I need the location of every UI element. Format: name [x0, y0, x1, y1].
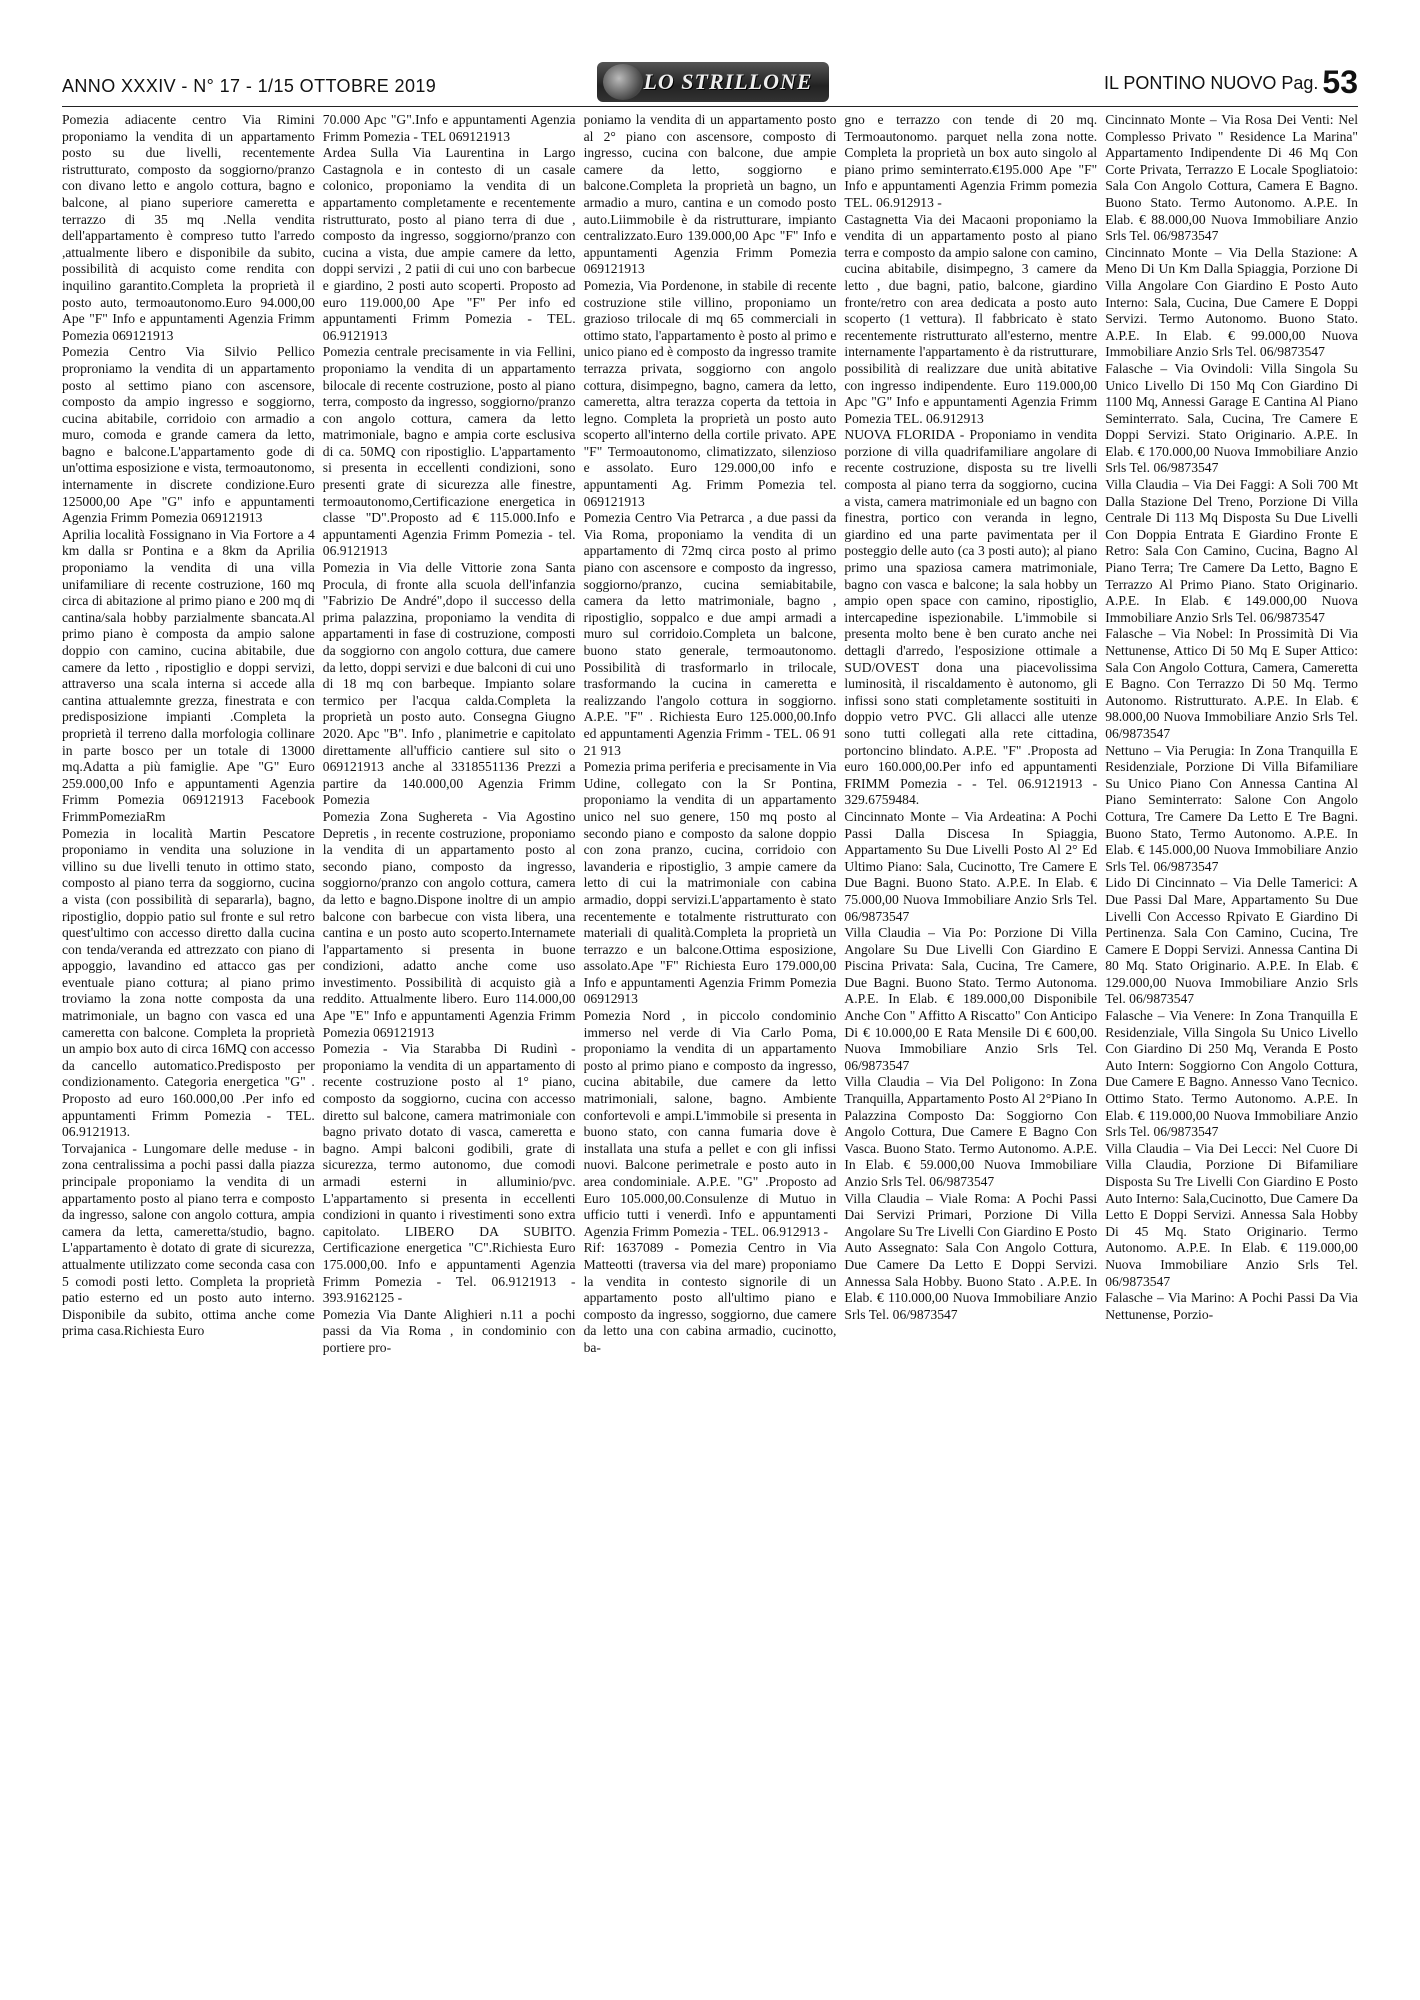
mascot-icon: [603, 64, 643, 100]
ad-paragraph: Pomezia Via Dante Alighieri n.11 a pochi passi da Via Roma , in condominio con portiere pro-: [322, 1306, 576, 1355]
ad-paragraph: 70.000 Apc "G".Info e appuntamenti Agenzia Frimm Pomezia - TEL 069121913: [322, 112, 576, 144]
ad-paragraph: Villa Claudia – Via Dei Faggi: A Soli 700 Mt Dalla Stazione Del Treno, Porzione Di Villa Centrale Di 113 Mq Disposta Su Due Livelli Con Doppia Entrata E Giardino Fronte E Retro: Sala Con Camino, Cucina, Bagno Al Piano Terra; Tre Camere Da Letto, Bagno E Terrazzo Al Primo Piano. Stato Originario. A.P.E. In Elab. € 149.000,00 Nuova Immobiliare Anzio Srls Tel. 06/9873547: [1105, 477, 1358, 625]
ad-paragraph: Cincinnato Monte – Via Ardeatina: A Pochi Passi Dalla Discesa In Spiaggia, Appartamento Su Due Livelli Posto Al 2° Ed Ultimo Piano: Sala, Cucinotto, Tre Camere E Due Bagni. Buono Stato. A.P.E. In Elab. € 75.000,00 Nuova Immobiliare Anzio Srls Tel. 06/9873547: [844, 808, 1098, 924]
column-2: [323, 112, 576, 1982]
page-number: 53: [1322, 64, 1358, 100]
ad-paragraph: Falasche – Via Venere: In Zona Tranquilla E Residenziale, Villa Singola Su Unico Livello Con Giardino Di 250 Mq, Veranda E Posto Auto Intern: Soggiorno Con Angolo Cottura, Due Camere E Bagno. Annesso Vano Tecnico. Ottimo Stato. Termo Autonomo. A.P.E. In Elab. € 119.000,00 Nuova Immobiliare Anzio Srls Tel. 06/9873547: [1105, 1008, 1358, 1140]
column-1: [62, 112, 315, 1982]
ad-paragraph: Falasche – Via Marino: A Pochi Passi Da Via Nettunense, Porzio-: [1105, 1290, 1358, 1322]
ad-paragraph: Villa Claudia – Via Po: Porzione Di Villa Angolare Su Due Livelli Con Giardino E Piscina Privata: Sala, Cucina, Tre Camere, Due Bagni. Buono Stato. Termo Autonoma. A.P.E. In Elab. € 189.000,00 Disponibile Anche Con " Affitto A Riscatto" Con Anticipo Di € 10.000,00 E Rata Mensile Di € 600,00. Nuova Immobiliare Anzio Srls Tel. 06/9873547: [844, 925, 1098, 1073]
column-4: [844, 112, 1097, 1982]
classifieds-columns: [62, 112, 1358, 1982]
lo-strillone-logo: [597, 62, 829, 102]
logo-wordmark: LO STRILLONE: [643, 69, 813, 94]
ad-paragraph: Pomezia centrale precisamente in via Fellini, proponiamo la vendita di un appartamento bilocale di recente costruzione, posto al piano terra, composto da ingresso, soggiorno/pranzo con angolo cottura, camera da letto matrimoniale, bagno e ampia corte esclusiva di ca. 50MQ con ripostiglio. L'appartamento si presenta in eccellenti condizioni, sono presenti grate di sicurezza alle finestre, termoautonomo,Certificazione energetica in classe "D".Proposto ad € 115.000.Info e appuntamenti Agenzia Frimm Pomezia - tel. 06.9121913: [322, 344, 576, 559]
ad-paragraph: Pomezia Centro Via Silvio Pellico proproniamo la vendita di un appartamento posto al settimo piano con ascensore, composto da ampio ingresso e soggiorno, cucina abitabile, corridoio con armadio a muro, comoda e grande camera da letto, bagno e balcone.L'appartamento gode di un'ottima esposizione e vista, termoautonomo, internamente in discrete condizione.Euro 125000,00 Ape "G" info e appuntamenti Agenzia Frimm Pomezia 069121913: [62, 344, 315, 526]
ad-paragraph: Cincinnato Monte – Via Della Stazione: A Meno Di Un Km Dalla Spiaggia, Porzione Di Villa Angolare Con Giardino E Posto Auto Interno: Sala, Cucina, Due Camere E Doppi Servizi. Termo Autonomo. Buono Stato. A.P.E. In Elab. € 99.000,00 Nuova Immobiliare Anzio Srls Tel. 06/9873547: [1105, 244, 1358, 360]
ad-paragraph: Pomezia - Via Starabba Di Rudinì - proponiamo la vendita di un appartamento di recente costruzione posto al 1° piano, composto da soggiorno, cucina con accesso diretto sul balcone, camera matrimoniale con bagno privato dotato di vasca, cameretta e bagno. Ampi balconi godibili, grate di sicurezza, termo autonomo, due comodi armadi esterni in alluminio/pvc. L'appartamento si presenta in eccellenti condizioni in quanto i rivestimenti sono extra capitolato. LIBERO DA SUBITO. Certificazione energetica "C".Richiesta Euro 175.000,00. Info e appuntamenti Agenzia Frimm Pomezia - Tel. 06.9121913 - 393.9162125 -: [322, 1041, 576, 1306]
paper-name: IL PONTINO NUOVO Pag.: [1104, 73, 1319, 93]
paper-info: [1104, 64, 1358, 101]
ad-paragraph: Villa Claudia – Via Del Poligono: In Zona Tranquilla, Appartamento Posto Al 2°Piano In Palazzina Composto Da: Soggiorno Con Angolo Cottura, Due Camere E Bagno Con Vasca. Buono Stato. Termo Autonomo. A.P.E. In Elab. € 59.000,00 Nuova Immobiliare Anzio Srls Tel. 06/9873547: [844, 1074, 1098, 1189]
header-rule: [62, 106, 1358, 107]
ad-paragraph: poniamo la vendita di un appartamento posto al 2° piano con ascensore, composto di ingresso, cucina con balcone, due ampie camere da letto, soggiorno e balcone.Completa la proprietà un bagno, un armadio a muro, cantina e un comodo posto auto.Liimmobile è da ristrutturare, impianto centralizzato.Euro 139.000,00 Apc "F" Info e appuntamenti Agenzia Frimm Pomezia 069121913: [583, 112, 837, 277]
ad-paragraph: Ardea Sulla Via Laurentina in Largo Castagnola e in contesto di un casale colonico, proponiamo la vendita di un appartamento completamente e recentemente ristrutturato, posto al piano terra di due , composto da ingresso, soggiorno/pranzo con cucina a vista, due ampie camere da letto, doppi servizi , 2 patii di cui uno con barbecue e giardino, 2 posti auto scoperti. Proposto ad euro 119.000,00 Ape "F" Per info ed appuntamenti Frimm Pomezia - TEL. 06.9121913: [322, 145, 576, 343]
column-3: [584, 112, 837, 1982]
ad-paragraph: Pomezia prima periferia e precisamente in Via Udine, collegato con la Sr Pontina, proponiamo la vendita di un appartamento unico nel suo genere, 150 mq posto al secondo piano e composto da salone doppio con zona pranzo, cucina, corridoio con lavanderia e ripostiglio, 3 ampie camere da letto di cui la matrimoniale con cabina armadio, doppi servizi.L'appartamento è stato recentemente e totalmente ristrutturato con materiali di qualità.Completa la proprietà un terrazzo e un balcone.Ottima esposizione, assolato.Ape "F" Richiesta Euro 179.000,00 Info e appuntamenti Agenzia Frimm Pomezia 06912913: [583, 759, 837, 1007]
ad-paragraph: Cincinnato Monte – Via Rosa Dei Venti: Nel Complesso Privato '' Residence La Marina" Appartamento Indipendente Di 46 Mq Con Corte Privata, Terrazzo E Locale Spogliatoio: Sala Con Angolo Cottura, Camera E Bagno. Buono Stato. Termo Autonomo. A.P.E. In Elab. € 88.000,00 Nuova Immobiliare Anzio Srls Tel. 06/9873547: [1105, 112, 1358, 244]
ad-paragraph: Castagnetta Via dei Macaoni proponiamo la vendita di un appartamento posto al piano terra e composto da ampio salone con camino, cucina abitabile, disimpegno, 3 camere da letto , due bagni, patio, balcone, giardino fronte/retro con area dedicata a posto auto scoperto (1 vettura). Il fabbricato è stato recentemente ristrutturato all'esterno, mentre internamente l'appartamento è da ristrutturare, possibilità di realizzare due unità abitative con ingresso indipendente. Euro 119.000,00 Apc "G" Info e appuntamenti Agenzia Frimm Pomezia TEL. 06.912913: [844, 211, 1098, 426]
ad-paragraph: Villa Claudia – Via Dei Lecci: Nel Cuore Di Villa Claudia, Porzione Di Bifamiliare Disposta Su Tre Livelli Con Giardino E Posto Auto Interno: Sala,Cucinotto, Due Camere Da Letto E Doppi Servizi. Annessa Sala Hobby Di 45 Mq. Stato Originario. Termo Autonomo. A.P.E. In Elab. € 119.000,00 Nuova Immobiliare Anzio Srls Tel. 06/9873547: [1105, 1140, 1358, 1289]
ad-paragraph: gno e terrazzo con tende di 20 mq. Termoautonomo. parquet nella zona notte. Completa la proprietà un box auto singolo al piano primo seminterrato.€195.000 Ape "F" Info e appuntamenti Agenzia Frimm pomezia TEL. 06.912913 -: [844, 112, 1098, 210]
ad-paragraph: Rif: 1637089 - Pomezia Centro in Via Matteotti (traversa via del mare) proponiamo la vendita in contesto signorile di un appartamento posto all'ultimo piano e composto da ingresso, soggiorno, due camere da letto una con cabina armadio, cucinotto, ba-: [583, 1240, 837, 1355]
issue-info: ANNO XXXIV - N° 17 - 1/15 OTTOBRE 2019: [62, 76, 437, 96]
ad-paragraph: NUOVA FLORIDA - Proponiamo in vendita porzione di villa quadrifamiliare angolare di recente costruzione, disposta su tre livelli composta al piano terra da soggiorno, cucina a vista, camera matrimoniale ed un bagno con finestra, portico con veranda in legno, giardino ed una parte pavimentata per il posteggio delle auto (ca 3 posti auto); al piano primo una spaziosa camera matrimoniale, bagno con vasca e balcone; la sala hobby un ampio open space con camino, ripostiglio, intercapedine ispezionabile. L'immobile si presenta molto bene è ben curato anche nei dettagli d'arredo, l'esposizione ottimale a SUD/OVEST dona una piacevolissima luminosità, il riscaldamento è autonomo, gli infissi sono stati completamente sostituiti in doppio vetro PVC. Gli allacci alle utenze sono tutti collegati alla rete cittadina, portoncino blindato. A.P.E. "F" .Proposta ad euro 160.000,00.Per info ed appuntamenti FRIMM Pomezia - - Tel. 06.9121913 - 329.6759484.: [844, 427, 1098, 808]
page-header: [62, 62, 1358, 104]
ad-paragraph: Pomezia, Via Pordenone, in stabile di recente costruzione stile villino, proponiamo un grazioso trilocale di mq 65 commerciali in ottimo stato, l'appartamento è posto al primo e unico piano ed è composto da ingresso tramite terrazza privata, soggiorno con angolo cottura, disimpegno, bagno, camera da letto, cameretta, altra terazza coperta da tettoia in legno. Completa la proprietà un posto auto scoperto all'interno della cortile privato. APE "F" Termoautonomo, climatizzato, silenzioso e assolato. Euro 129.000,00 info e appuntamenti Ag. Frimm Pomezia tel. 069121913: [583, 277, 837, 509]
ad-paragraph: Aprilia località Fossignano in Via Fortore a 4 km dalla sr Pontina e a 8km da Aprilia proponiamo la vendita di una villa unifamiliare di recente costruzione, 160 mq circa di abitazione al primo piano e 200 mq di cantina/sala hobby parzialmente sbancata.Al primo piano è composta da ampio salone doppio con camino, cucina abitabile, due camere da letto , ripostiglio e doppi servizi, attraverso una scala interna si accede alla cantina attualemnte grezza, finestrata e con predisposizione impianti .Completa la proprietà il terreno dalla morfologia collinare in parte bosco per un totale di 13000 mq.Adatta a più famiglie. Ape "G" Euro 259.000,00 Info e appuntamenti Agenzia Frimm Pomezia 069121913 Facebook FrimmPomeziaRm: [62, 526, 315, 824]
ad-paragraph: Pomezia adiacente centro Via Rimini proponiamo la vendita di un appartamento posto su due livelli, recentemente ristrutturato, composto da soggiorno/pranzo con divano letto e angolo cottura, bagno e balcone, al piano superiore cameretta e terrazzo di 35 mq .Nella vendita dell'appartamento è compreso tutto l'arredo ,attualmente libero e disponibile da subito, possibilità di acquisto come rendita con inquilino garantito.Completa la proprietà il posto auto, termoautonomo.Euro 94.000,00 Ape "F" Info e appuntamenti Agenzia Frimm Pomezia 069121913: [62, 112, 315, 343]
ad-paragraph: Torvajanica - Lungomare delle meduse - in zona centralissima a pochi passi dalla piazza principale proponiamo la vendita di un appartamento posto al piano terra e composto da ingresso, salone con angolo cottura, ampia camera da letta, cameretta/studio, bagno. L'appartamento è dotato di grate di sicurezza, attualmente utilizzato come seconda casa con 5 comodi posti letto. Completa la proprietà patio esterno ed un posto auto interno. Disponibile da subito, ottima anche come prima casa.Richiesta Euro: [62, 1140, 315, 1339]
ad-paragraph: Falasche – Via Ovindoli: Villa Singola Su Unico Livello Di 150 Mq Con Giardino Di 1100 Mq, Annessi Garage E Cantina Al Piano Seminterrato. Sala, Cucina, Tre Camere E Doppi Servizi. Stato Originario. A.P.E. In Elab. € 170.000,00 Nuova Immobiliare Anzio Srls Tel. 06/9873547: [1105, 360, 1358, 476]
ad-paragraph: Pomezia in Via delle Vittorie zona Santa Procula, di fronte alla scuola dell'infanzia "Fabrizio De André",dopo il successo della prima palazzina, proponiamo la vendita di appartamenti in fase di costruzione, composti da soggiorno con angolo cottura, due camere da letto, doppi servizi e due balconi di cui uno di 18 mq con barbeque. Impianto solare termico per l'acqua calda.Completa la proprietà un posto auto. Consegna Giugno 2020. Apc "B". Info , planimetrie e capitolato direttamente all'ufficio cantiere sul sito o 069121913 anche al 3318551136 Prezzi a partire da 140.000,00 Agenzia Frimm Pomezia: [322, 560, 576, 808]
ad-paragraph: Pomezia Nord , in piccolo condominio immerso nel verde di Via Carlo Poma, proponiamo la vendita di un appartamento posto al primo piano e composto da ingresso, cucina abitabile, due camere da letto matrimoniali, salone, bagno. Ambiente confortevoli e ampi.L'immobile si presenta in buono stato, con canna fumaria dove è installata una stufa a pellet e con gli infissi nuovi. Balcone perimetrale e posto auto in area condominiale. A.P.E. "G" .Proposto ad Euro 105.000,00.Consulenze di Mutuo in ufficio tutti i venerdì. Info e appuntamenti Agenzia Frimm Pomezia - TEL. 06.912913 -: [583, 1008, 837, 1239]
ad-paragraph: Lido Di Cincinnato – Via Delle Tamerici: A Due Passi Dal Mare, Appartamento Su Due Livelli Con Accesso Rpivato E Giardino Di Pertinenza. Sala Con Camino, Cucina, Tre Camere E Doppi Servizi. Annessa Cantina Di 80 Mq. Stato Originario. A.P.E. In Elab. € 129.000,00 Nuova Immobiliare Anzio Srls Tel. 06/9873547: [1105, 875, 1358, 1007]
ad-paragraph: Pomezia Centro Via Petrarca , a due passi da Via Roma, proponiamo la vendita di un appartamento di 72mq circa posto al primo piano con ascensore e composto da ingresso, soggiorno/pranzo, cucina semiabitabile, camera da letto matrimoniale, bagno , ripostiglio, soppalco e due ampi armadi a muro sul corridoio.Completa un balcone, buono stato generale, termoautonomo. Possibilità di trasformarlo in trilocale, trasformando la cucina in cameretta e realizzando l'angolo cottura in soggiorno. A.P.E. "F" . Richiesta Euro 125.000,00.Info ed appuntamenti Agenzia Frimm - TEL. 06 91 21 913: [583, 510, 837, 758]
ad-paragraph: Pomezia in località Martin Pescatore proponiamo in vendita una soluzione in villino su due livelli tenuto in ottimo stato, composto al piano terra da soggiorno, cucina a vista (con possibilità di separarla), bagno, ripostiglio, doppio patio sul fronte e sul retro quest'ultimo con accesso diretto dalla cucina con tenda/veranda ed attrezzato con piano di appoggio, lavandino ed attacco gas per eventuale piano cottura; al piano primo troviamo la zona notte composta da una matrimoniale, un bagno con vasca ed una cameretta con balcone. Completa la proprietà un ampio box auto di circa 16MQ con accesso da cancello automatico.Predisposto per condizionamento. Categoria energetica "G" . Proposto ad euro 160.000,00 .Per info ed appuntamenti Frimm Pomezia - TEL. 06.9121913.: [62, 825, 315, 1140]
ad-paragraph: Nettuno – Via Perugia: In Zona Tranquilla E Residenziale, Porzione Di Villa Bifamiliare Su Unico Piano Con Annessa Cantina Al Piano Seminterrato: Salone Con Angolo Cottura, Tre Camere Da Letto E Tre Bagni. Buono Stato, Termo Autonomo. A.P.E. In Elab. € 145.000,00 Nuova Immobiliare Anzio Srls Tel. 06/9873547: [1105, 742, 1358, 874]
ad-paragraph: Villa Claudia – Viale Roma: A Pochi Passi Dai Servizi Primari, Porzione Di Villa Angolare Su Tre Livelli Con Giardino E Posto Auto Assegnato: Sala Con Angolo Cottura, Due Camere Da Letto E Doppi Servizi. Annessa Sala Hobby. Buono Stato . A.P.E. In Elab. € 110.000,00 Nuova Immobiliare Anzio Srls Tel. 06/9873547: [844, 1190, 1098, 1322]
column-5: [1105, 112, 1358, 1982]
ad-paragraph: Falasche – Via Nobel: In Prossimità Di Via Nettunense, Attico Di 50 Mq E Super Attico: Sala Con Angolo Cottura, Camera, Cameretta E Bagno. Con Terrazzo Di 50 Mq. Termo Autonomo. Ristrutturato. A.P.E. In Elab. € 98.000,00 Nuova Immobiliare Anzio Srls Tel. 06/9873547: [1105, 626, 1358, 741]
ad-paragraph: Pomezia Zona Sughereta - Via Agostino Depretis , in recente costruzione, proponiamo la vendita di un appartamento posto al secondo piano, composto da ingresso, soggiorno/pranzo con angolo cottura, camera da letto e bagno.Dispone inoltre di un ampio balcone con barbecue con vista libera, una cantina e un posto auto scoperto.Internamete l'appartamento si presenta in buone condizioni, adatto anche come uso investimento. Possibilità di acquisto già a reddito. Attualmente libero. Euro 114.000,00 Ape "E" Info e appuntamenti Agenzia Frimm Pomezia 069121913: [322, 808, 576, 1040]
